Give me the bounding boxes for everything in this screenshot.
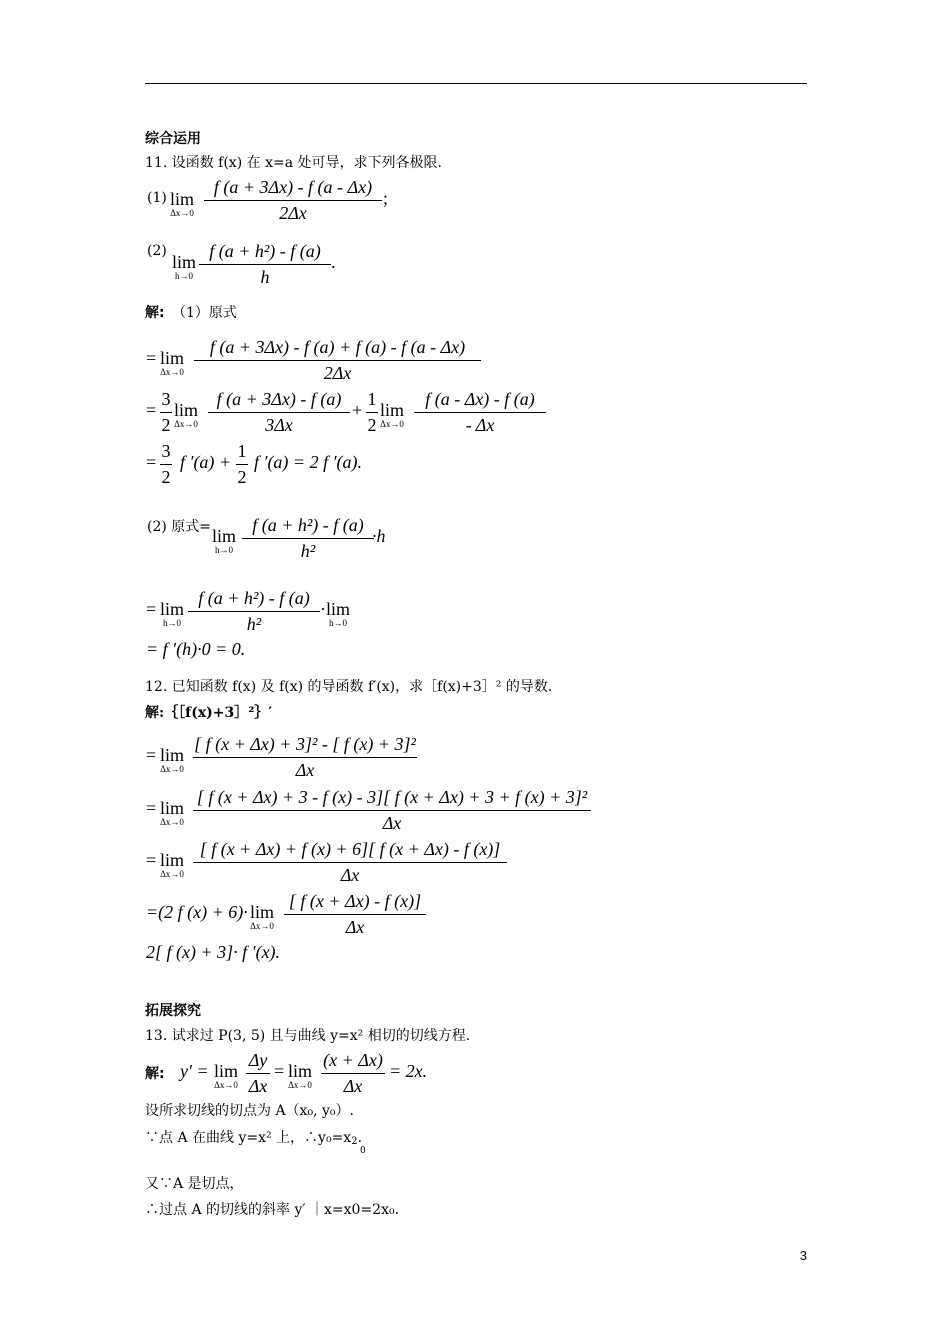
limit-symbol — [380, 401, 404, 429]
fraction-bar — [242, 538, 374, 539]
lim-word: lim — [160, 348, 185, 368]
numerator: 3 — [161, 441, 171, 461]
lim-sub: Δx→0 — [160, 367, 184, 377]
s1-prefix: y′ = — [180, 1061, 209, 1081]
fraction-bar — [208, 412, 350, 413]
denominator: 2 — [237, 467, 247, 487]
l3-end: f ′(a) = 2 f ′(a). — [254, 452, 362, 472]
part2-solution-intro: (2) 原式= — [147, 519, 212, 535]
denominator: h² — [300, 541, 316, 561]
fraction-bar — [160, 464, 172, 465]
lim-sub: Δx→0 — [170, 208, 194, 218]
denominator: 3Δx — [265, 415, 293, 435]
limit-symbol — [160, 746, 184, 774]
fraction-bar — [284, 914, 426, 915]
section-heading-extension: 拓展探究 — [145, 1003, 201, 1019]
numerator: Δy — [248, 1050, 268, 1070]
limit-symbol — [160, 349, 184, 377]
limit-symbol — [160, 799, 184, 827]
limit-symbol — [160, 851, 184, 879]
numerator: f (a + 3Δx) - f (a) — [216, 389, 342, 409]
question-13: 13. 试求过 P(3, 5) 且与曲线 y=x² 相切的切线方程. — [145, 1028, 471, 1044]
fraction-p2 — [199, 240, 331, 288]
fraction-p1 — [204, 176, 382, 224]
fraction-s1a — [246, 1049, 270, 1097]
lim-sub: Δx→0 — [160, 869, 184, 879]
limit-symbol — [172, 253, 196, 281]
lim-sub: h→0 — [215, 545, 233, 555]
solution-label: 解: — [145, 305, 165, 321]
numerator: f (a - Δx) - f (a) — [425, 389, 535, 409]
r4-prefix: =(2 f (x) + 6)· — [146, 902, 248, 922]
denominator: - Δx — [465, 415, 495, 435]
limit-symbol — [326, 600, 350, 628]
fraction-bar — [194, 360, 481, 361]
lim-word: lim — [160, 745, 185, 765]
header-rule — [145, 83, 807, 84]
lim-sub: Δx→0 — [250, 921, 274, 931]
lim-sub: h→0 — [163, 618, 181, 628]
coef-3-2 — [160, 388, 172, 436]
s1-end: = 2x. — [389, 1061, 428, 1081]
lim-word: lim — [250, 902, 275, 922]
solution-label: 解: — [145, 1066, 165, 1082]
fraction-l2a — [208, 388, 350, 436]
coef-1-2 — [236, 440, 248, 488]
fraction-r2 — [193, 786, 591, 834]
lim-word: lim — [160, 850, 185, 870]
lim-sub: Δx→0 — [174, 419, 198, 429]
fraction-bar — [193, 757, 417, 758]
page-number: 3 — [799, 1248, 807, 1263]
denominator: Δx — [382, 813, 402, 833]
fraction-bar — [199, 264, 331, 265]
fraction-bar — [193, 810, 591, 811]
denominator: Δx — [343, 1076, 363, 1096]
s3-end: . — [357, 1130, 363, 1146]
lim-word: lim — [174, 400, 199, 420]
lim-word: lim — [214, 1061, 239, 1081]
numerator: 1 — [237, 441, 247, 461]
numerator: [ f (x + Δx) + 3 - f (x) - 3][ f (x + Δx) + 3 + f (x) + 3]² — [196, 787, 588, 807]
p1-tail: ; — [383, 188, 389, 208]
fraction-r4 — [284, 890, 426, 938]
s5-text: ∴过点 A 的切线的斜率 y′ ｜x=x0=2x₀. — [145, 1202, 400, 1218]
denominator: 2 — [367, 415, 377, 435]
limit-symbol — [212, 527, 236, 555]
r5-result: 2[ f (x) + 3]· f ′(x). — [146, 942, 281, 962]
part1-label: (1) — [147, 190, 167, 206]
lim-word: lim — [160, 599, 185, 619]
q12-solution: 解:｛［f(x)+3］²｝′ — [145, 705, 273, 721]
section-heading-synthesis: 综合运用 — [145, 131, 201, 147]
fraction-bar — [414, 412, 546, 413]
numerator: [ f (x + Δx) + 3]² - [ f (x) + 3]² — [194, 734, 416, 754]
fraction-bar — [321, 1073, 385, 1074]
limit-symbol — [160, 600, 184, 628]
limit-symbol — [174, 401, 198, 429]
part2-label: (2) — [147, 243, 167, 259]
fraction-bar — [204, 200, 382, 201]
numerator: [ f (x + Δx) + f (x) + 6][ f (x + Δx) - f (x)] — [199, 839, 501, 859]
denominator: Δx — [340, 865, 360, 885]
fraction-bar — [236, 464, 248, 465]
l3-mid: f ′(a) + — [180, 452, 232, 472]
numerator: (x + Δx) — [323, 1050, 383, 1070]
lim-sub: Δx→0 — [160, 764, 184, 774]
denominator: Δx — [248, 1076, 268, 1096]
fraction-p2s — [242, 514, 374, 562]
denominator: 2Δx — [323, 363, 352, 383]
lim-sub: h→0 — [175, 271, 193, 281]
fraction-l1 — [194, 336, 481, 384]
lim-word: lim — [170, 189, 195, 209]
numerator: f (a + 3Δx) - f (a) + f (a) - f (a - Δx) — [209, 337, 466, 357]
coef-3-2 — [160, 440, 172, 488]
numerator: f (a + h²) - f (a) — [209, 241, 321, 261]
question-11: 11. 设函数 f(x) 在 x=a 处可导，求下列各极限. — [145, 155, 442, 171]
lim-sub: Δx→0 — [380, 419, 404, 429]
fraction-bar — [366, 412, 378, 413]
limit-symbol — [170, 190, 194, 218]
s3-sup: 2 — [351, 1136, 358, 1147]
denominator: Δx — [345, 917, 365, 937]
denominator: h — [260, 267, 270, 287]
denominator: 2Δx — [279, 203, 307, 223]
lim-word: lim — [160, 798, 185, 818]
fraction-l2b — [414, 388, 546, 436]
numerator: f (a + h²) - f (a) — [252, 515, 364, 535]
limit-symbol — [214, 1062, 238, 1090]
p2-tail: . — [331, 252, 336, 272]
fraction-bar — [246, 1073, 270, 1074]
s3-main: ∵点 A 在曲线 y=x² 上，∴y₀=x — [145, 1130, 352, 1146]
denominator: 2 — [161, 467, 171, 487]
lim-word: lim — [326, 599, 351, 619]
s2-text: 设所求切线的切点为 A（x₀, y₀）. — [145, 1103, 354, 1119]
denominator: 2 — [161, 415, 171, 435]
limit-symbol — [288, 1062, 312, 1090]
s3-sub: 0 — [360, 1146, 366, 1156]
lim-word: lim — [288, 1061, 313, 1081]
lim-word: lim — [380, 400, 405, 420]
lim-sub: Δx→0 — [160, 817, 184, 827]
limit-symbol — [250, 903, 274, 931]
lim-word: lim — [172, 252, 197, 272]
p2s-result: = f ′(h)·0 = 0. — [146, 639, 246, 659]
question-12: 12. 已知函数 f(x) 及 f(x) 的导函数 f′(x)，求［f(x)+3］² 的导数. — [145, 679, 553, 695]
s3-text — [145, 1127, 362, 1147]
numerator: 3 — [161, 389, 171, 409]
fraction-s1b — [321, 1049, 385, 1097]
fraction-r3 — [193, 838, 507, 886]
numerator: [ f (x + Δx) - f (x)] — [288, 891, 422, 911]
s4-text: 又∵A 是切点， — [145, 1176, 244, 1192]
lim-sub: h→0 — [329, 618, 347, 628]
numerator: f (a + h²) - f (a) — [198, 588, 310, 608]
numerator: f (a + 3Δx) - f (a - Δx) — [213, 177, 373, 197]
fraction-bar — [160, 412, 172, 413]
coef-1-2 — [366, 388, 378, 436]
denominator: Δx — [295, 760, 315, 780]
solution-intro: （1）原式 — [172, 305, 237, 321]
fraction-r1 — [193, 733, 417, 781]
lim-sub: Δx→0 — [288, 1080, 312, 1090]
lim-sub: Δx→0 — [214, 1080, 238, 1090]
denominator: h² — [246, 614, 262, 634]
lim-word: lim — [212, 526, 237, 546]
p2s-tail: ·h — [372, 526, 386, 546]
fraction-bar — [188, 611, 320, 612]
fraction-bar — [193, 862, 507, 863]
numerator: 1 — [367, 389, 377, 409]
fraction-p2s-l2 — [188, 587, 320, 635]
